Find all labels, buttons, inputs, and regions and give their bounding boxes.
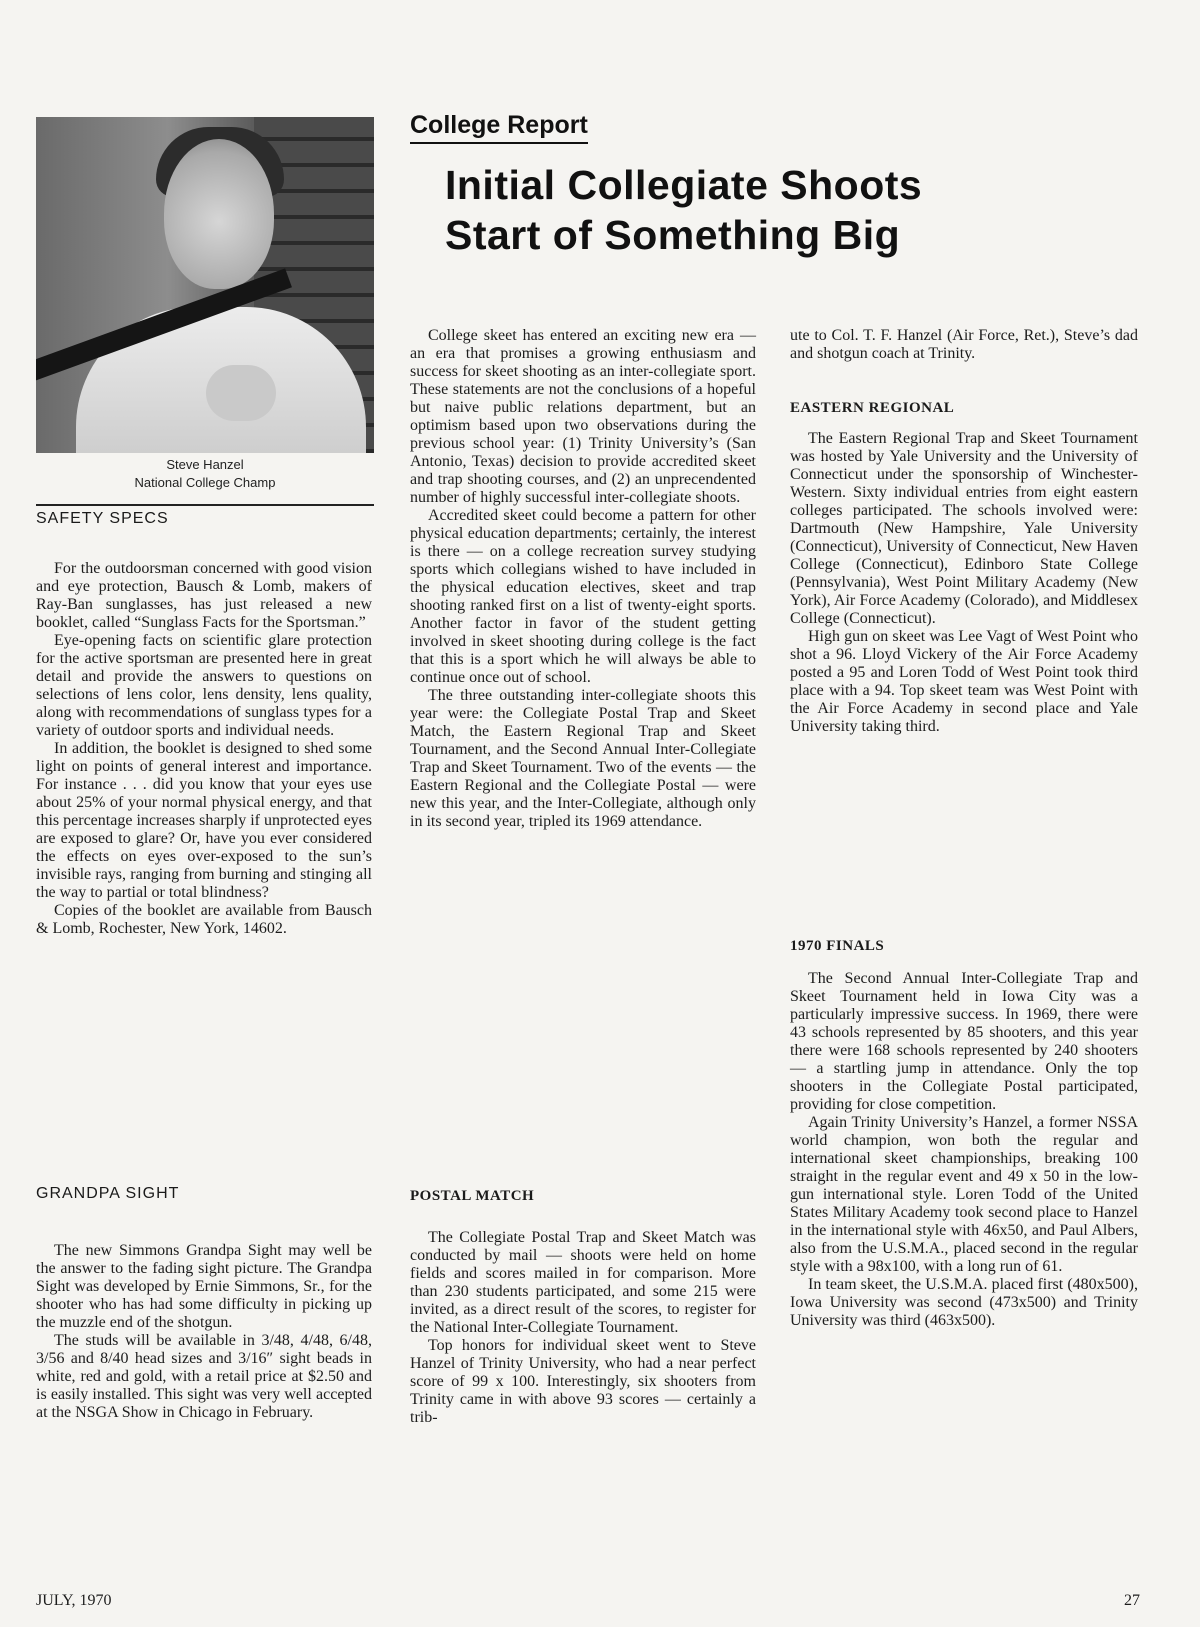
postal-match-body: [410, 1229, 756, 1427]
paragraph: The three outstanding inter-collegiate shoots this year were: the Collegiate Postal Trap and Skeet Match, the Eastern Regional Trap and Skeet Tournament, and the Second Annual Inter-Collegiate Trap and Skeet Tournament. Two of the events — the Eastern Regional and the Collegiate Postal — were new this year, and the Inter-Collegiate, although only in its second year, tripled its 1969 attendance.: [410, 687, 756, 830]
intro-body: [410, 327, 756, 831]
photo-caption: [36, 456, 374, 492]
paragraph: The Second Annual Inter-Collegiate Trap and Skeet Tournament held in Iowa City was a particularly impressive success. In 1969, there were 43 schools represented by 85 shooters, and this year there were 168 schools represented by 240 shooters — a startling jump in attendance. Only the top shooters in the Collegiate Postal participated, providing for close competition.: [790, 970, 1138, 1113]
paragraph: In addition, the booklet is designed to shed some light on points of general interest and importance. For instance . . . did you know that your eyes use about 25% of your normal physical energy, and that this percentage increases sharply if unprotected eyes are exposed to glare? Or, have you ever considered the effects on eyes over-exposed to the sun’s invisible rays, ranging from burning and stinging all the way to partial or total blindness?: [36, 740, 372, 901]
caption-divider: [36, 504, 374, 506]
paragraph: Accredited skeet could become a pattern for other physical education departments; certainly, the interest is there — on a college recreation survey studying sports which collegians wished to have included in the physical education electives, skeet and trap shooting ranked first on a list of twenty-eight sports. Another factor in favor of the student getting involved in skeet shooting during college is the fact that this is a sport which he will always be able to continue once out of school.: [410, 507, 756, 686]
caption-title: National College Champ: [134, 475, 276, 490]
paragraph: Eye-opening facts on scientific glare protection for the active sportsman are presented here in great detail and provide the answers to questions on selections of lens color, lens density, lens quality, along with recommendations of sunglass types for a variety of outdoor sports and individual needs.: [36, 632, 372, 739]
paragraph: High gun on skeet was Lee Vagt of West Point who shot a 96. Lloyd Vickery of the Air Force Academy posted a 95 and Loren Todd of West Point took third place with a 94. Top skeet team was West Point with the Air Force Academy in second place and Yale University taking third.: [790, 628, 1138, 735]
paragraph: Top honors for individual skeet went to Steve Hanzel of Trinity University, who had a near perfect score of 99 x 100. Interestingly, six shooters from Trinity came in with above 93 scores — certainly a trib-: [410, 1337, 756, 1426]
section-kicker: College Report: [410, 110, 588, 144]
caption-name: Steve Hanzel: [166, 457, 244, 472]
safety-specs-body: [36, 560, 372, 938]
continued-body: [790, 327, 1138, 363]
postal-match-heading: POSTAL MATCH: [410, 1188, 535, 1204]
paragraph: In team skeet, the U.S.M.A. placed first (480x500), Iowa University was second (473x500) and Trinity University was third (463x500).: [790, 1276, 1138, 1329]
portrait-photo: [36, 117, 374, 453]
paragraph: College skeet has entered an exciting new era — an era that promises a growing enthusiasm and success for skeet shooting as an inter-collegiate sport. These statements are not the conclusions of a hopeful but naive public relations department, but an optimism based upon two observations during the previous school year: (1) Trinity University’s (San Antonio, Texas) decision to provide accredited skeet and trap shooting courses, and (2) an unprecendented number of highly successful inter-collegiate shoots.: [410, 327, 756, 506]
article-headline: [445, 160, 1165, 260]
paragraph: Copies of the booklet are available from Bausch & Lomb, Rochester, New York, 14602.: [36, 902, 372, 937]
issue-date: JULY, 1970: [36, 1592, 112, 1609]
grandpa-sight-heading: GRANDPA SIGHT: [36, 1185, 180, 1202]
paragraph: ute to Col. T. F. Hanzel (Air Force, Ret.), Steve’s dad and shotgun coach at Trinity.: [790, 327, 1138, 362]
paragraph: The Collegiate Postal Trap and Skeet Match was conducted by mail — shoots were held on home fields and scores mailed in for comparison. More than 230 students participated, and some 215 were invited, as a direct result of the scores, to register for the National Inter-Collegiate Tournament.: [410, 1229, 756, 1336]
headline-line-1: Initial Collegiate Shoots: [445, 162, 923, 208]
eastern-regional-body: [790, 430, 1138, 736]
paragraph: The new Simmons Grandpa Sight may well be the answer to the fading sight picture. The Grandpa Sight was developed by Ernie Simmons, Sr., for the shooter who has had some difficulty in picking up the muzzle end of the shotgun.: [36, 1242, 372, 1331]
eastern-regional-heading: EASTERN REGIONAL: [790, 400, 955, 416]
grandpa-sight-body: [36, 1242, 372, 1422]
finals-body: [790, 970, 1138, 1330]
paragraph: For the outdoorsman concerned with good vision and eye protection, Bausch & Lomb, makers of Ray-Ban sunglasses, has just released a new booklet, called “Sunglass Facts for the Sportsman.”: [36, 560, 372, 631]
safety-specs-heading: SAFETY SPECS: [36, 510, 169, 527]
headline-line-2: Start of Something Big: [445, 212, 901, 258]
finals-heading: 1970 FINALS: [790, 938, 885, 954]
paragraph: The Eastern Regional Trap and Skeet Tournament was hosted by Yale University and the University of Connecticut under the sponsorship of Winchester-Western. Sixty individual entries from eight eastern colleges participated. The schools involved were: Dartmouth (New Hampshire, Yale University (Connecticut), University of Connecticut, New Haven College (Connecticut), Edinboro State College (Pennsylvania), West Point Military Academy (New York), Air Force Academy (Colorado), and Middlesex College (Connecticut).: [790, 430, 1138, 627]
paragraph: The studs will be available in 3/48, 4/48, 6/48, 3/56 and 8/40 head sizes and 3/16″ sight beads in white, red and gold, with a retail price at $2.50 and is easily installed. This sight was very well accepted at the NSGA Show in Chicago in February.: [36, 1332, 372, 1421]
page-number: 27: [1124, 1592, 1140, 1609]
paragraph: Again Trinity University’s Hanzel, a former NSSA world champion, won both the regular and international skeet championships, breaking 100 straight in the regular event and 49 x 50 in the low-gun international style. Loren Todd of the United States Military Academy took second place to Hanzel in the international style with 46x50, and Paul Albers, also from the U.S.M.A., placed second in the regular style with a 98x100, with a long run of 61.: [790, 1114, 1138, 1275]
